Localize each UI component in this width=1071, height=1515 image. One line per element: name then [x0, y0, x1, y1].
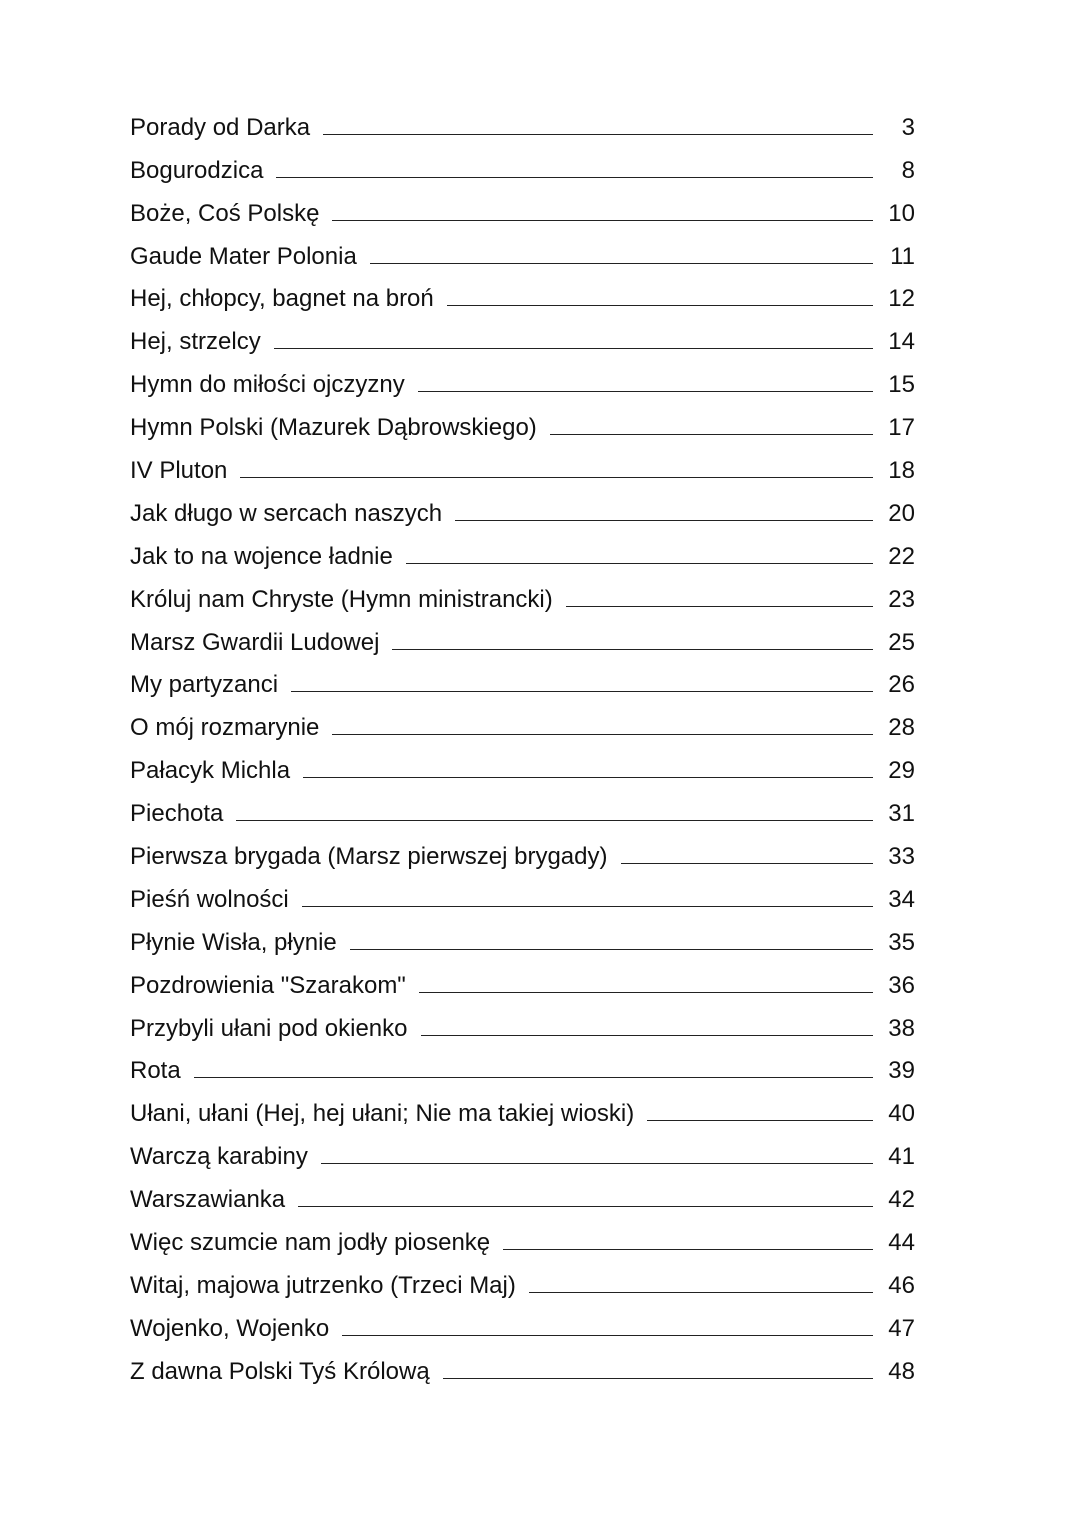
toc-entry[interactable] — [130, 1002, 915, 1045]
toc-entry-title: Jak to na wojence ładnie — [130, 542, 393, 570]
toc-entry-page-number: 3 — [901, 113, 915, 141]
toc-entry-page-number: 25 — [888, 628, 915, 656]
toc-leader-line — [323, 134, 873, 135]
toc-entry-page-number: 8 — [901, 156, 915, 184]
toc-leader-line — [276, 177, 873, 178]
toc-entry-page-number: 17 — [888, 414, 915, 442]
toc-entry[interactable] — [130, 1259, 915, 1302]
toc-leader-line — [332, 220, 873, 221]
toc-leader-line — [418, 391, 873, 392]
toc-entry-title: Pieśń wolności — [130, 885, 289, 913]
toc-entry-title: O mój rozmarynie — [130, 714, 320, 742]
toc-entry[interactable] — [130, 101, 915, 144]
toc-entry-title: Witaj, majowa jutrzenko (Trzeci Maj) — [130, 1271, 516, 1299]
toc-leader-line — [550, 434, 873, 435]
toc-leader-line — [240, 477, 873, 478]
toc-entry[interactable] — [130, 315, 915, 358]
toc-entry-page-number: 48 — [888, 1357, 915, 1385]
toc-leader-line — [566, 606, 873, 607]
toc-entry[interactable] — [130, 659, 915, 702]
toc-entry-title: Boże, Coś Polskę — [130, 199, 320, 227]
toc-entry-page-number: 10 — [888, 199, 915, 227]
toc-entry[interactable] — [130, 530, 915, 573]
toc-leader-line — [302, 906, 873, 907]
toc-leader-line — [274, 348, 873, 349]
toc-entry-page-number: 33 — [888, 843, 915, 871]
toc-leader-line — [447, 305, 873, 306]
toc-entry-title: Króluj nam Chryste (Hymn ministrancki) — [130, 585, 553, 613]
toc-leader-line — [342, 1335, 873, 1336]
toc-entry-page-number: 39 — [888, 1057, 915, 1085]
toc-entry[interactable] — [130, 1302, 915, 1345]
toc-entry-title: Hymn Polski (Mazurek Dąbrowskiego) — [130, 414, 537, 442]
toc-entry[interactable] — [130, 144, 915, 187]
toc-entry-page-number: 42 — [888, 1186, 915, 1214]
toc-entry[interactable] — [130, 187, 915, 230]
toc-entry-title: Piechota — [130, 800, 224, 828]
toc-entry-page-number: 47 — [888, 1314, 915, 1342]
toc-entry[interactable] — [130, 401, 915, 444]
toc-entry-page-number: 44 — [888, 1229, 915, 1257]
toc-leader-line — [298, 1206, 873, 1207]
toc-leader-line — [332, 734, 873, 735]
toc-entry[interactable] — [130, 1087, 915, 1130]
toc-entry-page-number: 29 — [888, 757, 915, 785]
toc-entry-title: Pozdrowienia "Szarakom" — [130, 971, 406, 999]
toc-entry[interactable] — [130, 444, 915, 487]
toc-entry[interactable] — [130, 959, 915, 1002]
toc-leader-line — [455, 520, 873, 521]
toc-entry-title: Płynie Wisła, płynie — [130, 928, 337, 956]
toc-leader-line — [194, 1077, 873, 1078]
toc-leader-line — [621, 863, 874, 864]
toc-entry[interactable] — [130, 230, 915, 273]
toc-entry-title: Marsz Gwardii Ludowej — [130, 628, 380, 656]
toc-entry-title: Bogurodzica — [130, 156, 264, 184]
toc-leader-line — [406, 563, 873, 564]
toc-entry[interactable] — [130, 873, 915, 916]
toc-entry-title: Gaude Mater Polonia — [130, 242, 357, 270]
toc-entry-title: IV Pluton — [130, 457, 228, 485]
toc-entry-page-number: 23 — [888, 585, 915, 613]
toc-entry-title: My partyzanci — [130, 671, 279, 699]
table-of-contents — [130, 101, 915, 1388]
toc-entry[interactable] — [130, 1345, 915, 1388]
toc-leader-line — [321, 1163, 873, 1164]
toc-entry-page-number: 35 — [888, 928, 915, 956]
toc-entry-title: Wojenko, Wojenko — [130, 1314, 330, 1342]
toc-leader-line — [647, 1120, 873, 1121]
toc-leader-line — [443, 1378, 873, 1379]
toc-entry[interactable] — [130, 1216, 915, 1259]
toc-entry-title: Pierwsza brygada (Marsz pierwszej brygady) — [130, 843, 608, 871]
toc-entry-title: Warczą karabiny — [130, 1143, 308, 1171]
toc-entry[interactable] — [130, 744, 915, 787]
toc-entry-page-number: 38 — [888, 1014, 915, 1042]
toc-leader-line — [421, 1035, 874, 1036]
toc-entry-page-number: 11 — [890, 242, 915, 270]
toc-entry-title: Hymn do miłości ojczyzny — [130, 371, 405, 399]
toc-entry-page-number: 34 — [888, 885, 915, 913]
toc-entry-title: Hej, strzelcy — [130, 328, 261, 356]
toc-entry[interactable] — [130, 1045, 915, 1088]
toc-entry[interactable] — [130, 1173, 915, 1216]
toc-entry[interactable] — [130, 701, 915, 744]
toc-entry-title: Przybyli ułani pod okienko — [130, 1014, 408, 1042]
toc-entry-page-number: 22 — [888, 542, 915, 570]
toc-entry-page-number: 18 — [888, 457, 915, 485]
toc-leader-line — [503, 1249, 873, 1250]
toc-entry-page-number: 31 — [888, 800, 915, 828]
toc-entry-title: Porady od Darka — [130, 113, 311, 141]
toc-entry-page-number: 46 — [888, 1271, 915, 1299]
toc-entry-page-number: 15 — [888, 371, 915, 399]
toc-entry-page-number: 40 — [888, 1100, 915, 1128]
toc-leader-line — [291, 691, 873, 692]
toc-leader-line — [236, 820, 873, 821]
toc-entry-title: Warszawianka — [130, 1186, 286, 1214]
toc-entry[interactable] — [130, 573, 915, 616]
toc-entry[interactable] — [130, 273, 915, 316]
toc-entry-title: Więc szumcie nam jodły piosenkę — [130, 1229, 491, 1257]
toc-entry-page-number: 28 — [888, 714, 915, 742]
toc-leader-line — [529, 1292, 873, 1293]
toc-leader-line — [419, 992, 873, 993]
toc-entry-title: Pałacyk Michla — [130, 757, 291, 785]
toc-entry[interactable] — [130, 830, 915, 873]
toc-entry-page-number: 14 — [888, 328, 915, 356]
toc-entry[interactable] — [130, 1130, 915, 1173]
toc-entry[interactable] — [130, 487, 915, 530]
toc-entry[interactable] — [130, 358, 915, 401]
toc-entry-page-number: 26 — [888, 671, 915, 699]
toc-leader-line — [303, 777, 873, 778]
toc-entry-page-number: 36 — [888, 971, 915, 999]
toc-entry-page-number: 20 — [888, 499, 915, 527]
toc-entry-title: Hej, chłopcy, bagnet na broń — [130, 285, 434, 313]
toc-leader-line — [370, 263, 873, 264]
toc-entry[interactable] — [130, 787, 915, 830]
toc-entry[interactable] — [130, 916, 915, 959]
toc-entry-title: Rota — [130, 1057, 181, 1085]
toc-leader-line — [350, 949, 873, 950]
toc-entry-title: Ułani, ułani (Hej, hej ułani; Nie ma takiej wioski) — [130, 1100, 635, 1128]
toc-leader-line — [392, 649, 873, 650]
toc-entry-page-number: 41 — [888, 1143, 915, 1171]
toc-entry-page-number: 12 — [888, 285, 915, 313]
toc-entry[interactable] — [130, 616, 915, 659]
toc-entry-title: Jak długo w sercach naszych — [130, 499, 443, 527]
toc-entry-title: Z dawna Polski Tyś Królową — [130, 1357, 430, 1385]
